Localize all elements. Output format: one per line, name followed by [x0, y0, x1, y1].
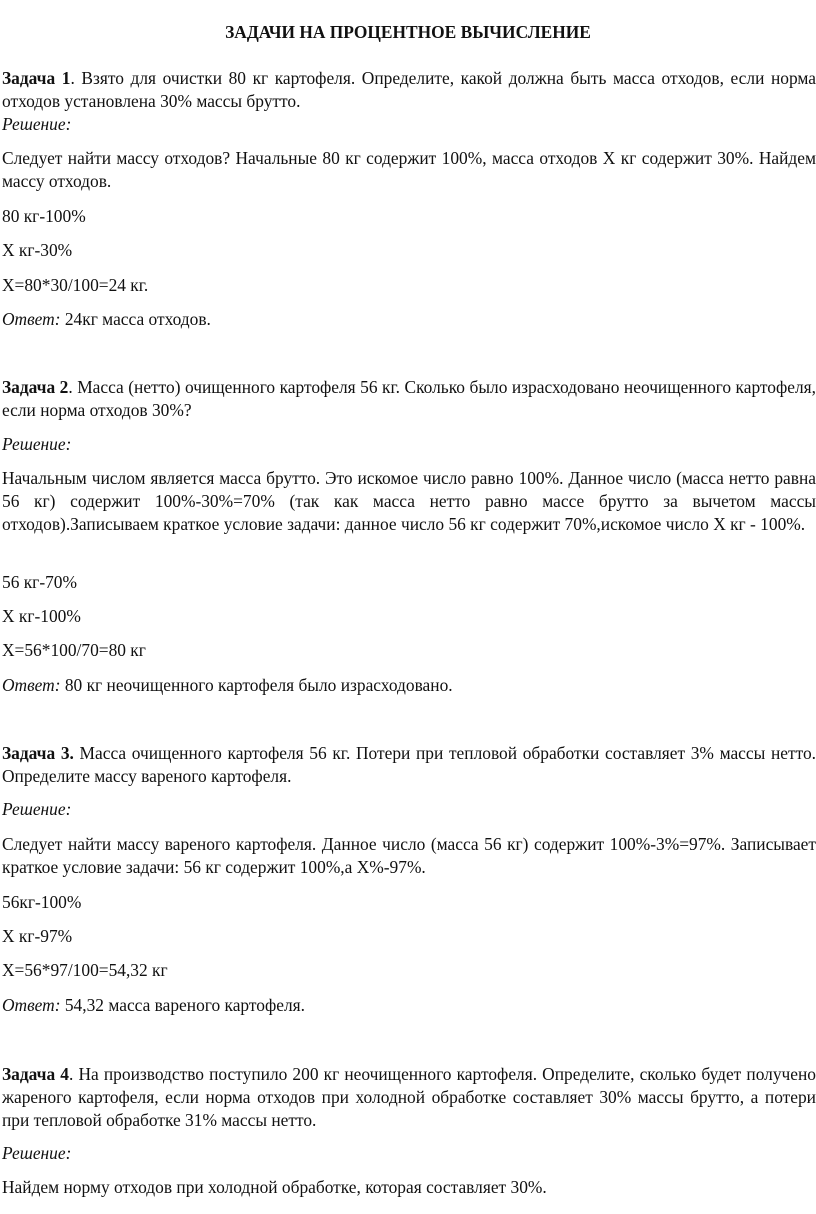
task-2-answer-text: 80 кг неочищенного картофеля было израсходовано. [60, 675, 453, 695]
task-3-statement [2, 742, 816, 788]
task-3-line-2: Х кг-97% [2, 926, 73, 946]
task-3-label: Задача 3. [2, 743, 74, 763]
task-3-answer-text: 54,32 масса вареного картофеля. [60, 995, 305, 1015]
task-4-statement [2, 1063, 816, 1132]
task-4-solution-label: Решение: [2, 1143, 72, 1163]
task-2-label: Задача 2 [2, 377, 69, 397]
task-1-line-3: Х=80*30/100=24 кг. [2, 275, 149, 295]
task-1-solution-label: Решение: [2, 114, 72, 134]
task-3-answer [2, 994, 816, 1017]
task-1-answer-label: Ответ: [2, 309, 61, 329]
task-2-text: . Масса (нетто) очищенного картофеля 56 кг. Сколько было израсходовано неочищенного картофеля, если норма отходов 30%? [2, 377, 816, 420]
task-1-explanation: Следует найти массу отходов? Начальные 80 кг содержит 100%, масса отходов Х кг содержит 30%. Найдем массу отходов. [2, 148, 816, 191]
task-4-text: . На производство поступило 200 кг неочищенного картофеля. Определите, сколько будет получено жареного картофеля, если норма отходов при холодной обработке составляет 30% массы брутто, а потери при тепловой обработке 31% массы нетто. [2, 1064, 816, 1130]
task-3-line-1: 56кг-100% [2, 892, 82, 912]
task-1-statement [2, 67, 816, 113]
task-1-label: Задача 1 [2, 68, 71, 88]
document-title: ЗАДАЧИ НА ПРОЦЕНТНОЕ ВЫЧИСЛЕНИЕ [225, 22, 591, 42]
task-4-label: Задача 4 [2, 1064, 69, 1084]
task-1-line-1: 80 кг-100% [2, 206, 86, 226]
task-2-explanation: Начальным числом является масса брутто. Это искомое число равно 100%. Данное число (масса нетто равна 56 кг) содержит 100%-30%=70% (так как масса нетто равно массе брутто за вычетом массы отходов).Записываем краткое условие задачи: данное число 56 кг содержит 70%,искомое число Х кг - 100%. [2, 468, 816, 534]
task-3-text: Масса очищенного картофеля 56 кг. Потери при тепловой обработки составляет 3% массы нетто. Определите массу вареного картофеля. [2, 743, 816, 786]
task-2-statement [2, 376, 816, 422]
task-1-text: . Взято для очистки 80 кг картофеля. Определите, какой должна быть масса отходов, если норма отходов установлена 30% массы брутто. [2, 68, 816, 111]
task-2-line-3: Х=56*100/70=80 кг [2, 640, 146, 660]
task-3-answer-label: Ответ: [2, 995, 61, 1015]
task-4-explanation: Найдем норму отходов при холодной обработке, которая составляет 30%. [2, 1177, 547, 1197]
task-2-answer [2, 674, 816, 697]
task-1-answer-text: 24кг масса отходов. [60, 309, 211, 329]
task-2-answer-label: Ответ: [2, 675, 61, 695]
task-1-answer [2, 308, 816, 331]
task-3-line-3: Х=56*97/100=54,32 кг [2, 960, 168, 980]
task-2-line-1: 56 кг-70% [2, 572, 77, 592]
task-2-solution-label: Решение: [2, 434, 72, 454]
task-1-line-2: Х кг-30% [2, 240, 73, 260]
task-3-solution-label: Решение: [2, 799, 72, 819]
task-2-line-2: Х кг-100% [2, 606, 81, 626]
task-3-explanation: Следует найти массу вареного картофеля. Данное число (масса 56 кг) содержит 100%-3%=97%. Записывает краткое условие задачи: 56 кг содержит 100%,а Х%-97%. [2, 834, 816, 877]
